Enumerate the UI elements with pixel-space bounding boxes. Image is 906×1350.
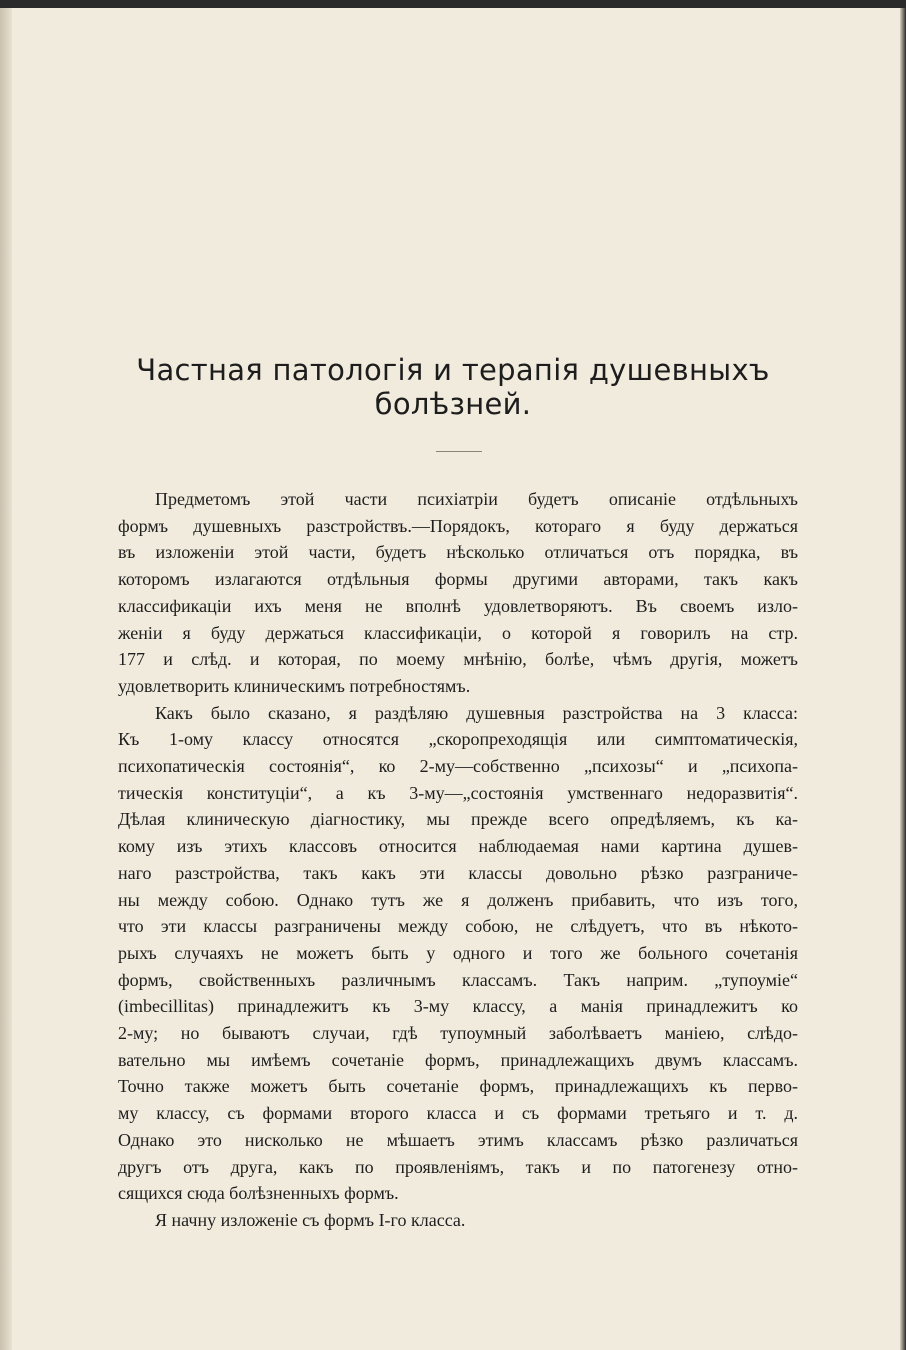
text-line: 2-му; но бываютъ случаи, гдѣ тупоумный заболѣваетъ маніею, слѣдо- [118,1023,798,1044]
paragraph-1 [118,486,798,700]
text-line: классификаціи ихъ меня не вполнѣ удовлетворяютъ. Въ своемъ изло- [118,595,798,616]
page-right-edge [900,8,906,1350]
text-line: рыхъ случаяхъ не можетъ быть у одного и того же больного сочетанія [118,942,798,963]
book-page [0,8,906,1350]
text-line: наго разстройства, такъ какъ эти классы довольно рѣзко разграниче- [118,862,798,883]
text-line: психопатическія состоянія“, ко 2-му—собственно „психозы“ и „психопа- [118,756,798,777]
body-text [118,486,798,1234]
text-line: му классу, съ формами второго класса и съ формами третьяго и т. д. [118,1103,798,1124]
paragraph-2 [118,700,798,1207]
text-line: сящихся сюда болѣзненныхъ формъ. [118,1183,399,1204]
chapter-title-line-1: Частная патологія и терапія душевныхъ [136,353,770,387]
title-divider [436,451,482,452]
text-line: что эти классы разграничены между собою, не слѣдуетъ, что въ нѣкото- [118,916,798,937]
text-line: Я начну изложеніе съ формъ I-го класса. [155,1209,466,1230]
text-line: вательно мы имѣемъ сочетаніе формъ, принадлежащихъ двумъ классамъ. [118,1049,798,1070]
text-line: Однако это нисколько не мѣшаетъ этимъ классамъ рѣзко различаться [118,1129,798,1150]
text-line: ны между собою. Однако тутъ же я долженъ прибавить, что изъ того, [118,889,798,910]
text-line: тическія конституціи“, а къ 3-му—„состоянія умственнаго недоразвитія“. [118,782,798,803]
text-line: кому изъ этихъ классовъ относится наблюдаемая нами картина душев- [118,836,798,857]
text-line: 177 и слѣд. и которая, по моему мнѣнію, болѣе, чѣмъ другія, можетъ [118,649,798,670]
text-line: Какъ было сказано, я раздѣляю душевныя разстройства на 3 класса: [155,702,798,723]
text-line: которомъ излагаются отдѣльныя формы другими авторами, такъ какъ [118,569,798,590]
text-line: Предметомъ этой части психіатріи будетъ описаніе отдѣльныхъ [155,489,798,509]
chapter-title-line-2: болѣзней. [374,387,532,421]
text-line: Къ 1-ому классу относятся „скоропреходящія или симптоматическія, [118,729,798,750]
text-line: другъ отъ друга, какъ по проявленіямъ, такъ и по патогенезу отно- [118,1156,798,1177]
page-left-edge [0,8,12,1350]
text-line: Дѣлая клиническую діагностику, мы прежде всего опредѣляемъ, къ ка- [118,809,798,830]
text-line: формъ душевныхъ разстройствъ.—Порядокъ, котораго я буду держаться [118,515,798,536]
text-line: въ изложеніи этой части, будетъ нѣсколько отличаться отъ порядка, въ [118,542,798,563]
text-line: женіи я буду держаться классификаціи, о которой я говорилъ на стр. [118,622,798,643]
text-line: Точно также можетъ быть сочетаніе формъ, принадлежащихъ къ перво- [118,1076,798,1097]
text-line: (imbecillitas) принадлежитъ къ 3-му классу, а манія принадлежитъ ко [118,996,798,1017]
text-line: удовлетворить клиническимъ потребностямъ. [118,675,471,696]
text-line: формъ, свойственныхъ различнымъ классамъ. Такъ наприм. „тупоуміе“ [118,969,798,990]
chapter-title [60,353,846,421]
paragraph-3 [118,1207,798,1234]
